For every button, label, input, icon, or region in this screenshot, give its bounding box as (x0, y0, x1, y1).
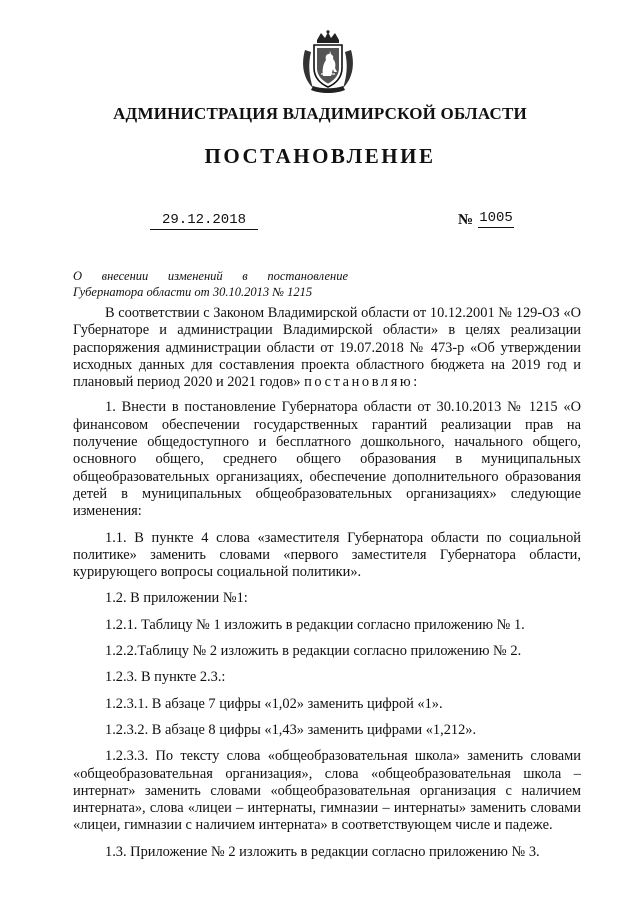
clause-1-2-3-3: 1.2.3.3. По тексту слова «общеобразовательная школа» заменить словами «общеобразовательная организация», слова «общеобразовательная школа – интернат» заменить словами «общеобразовательная организация с наличием интерната», слова «лицеи – интернаты, гимназии – интернаты» заменить словами «лицеи, гимназии с наличием интерната» в соответствующем числе и падеже. (73, 748, 581, 834)
document-number: 1005 (479, 210, 513, 226)
document-body (73, 305, 581, 870)
document-date: 29.12.2018 (150, 212, 258, 230)
preamble-text: В соответствии с Законом Владимирской области от 10.12.2001 № 129-ОЗ «О Губернаторе и администрации Владимирской области» в целях реализации распоряжения администрации области от 19.07.2018 № 473-р «Об утверждении исходных данных для составления проекта областного бюджета на 2019 год и плановый период 2020 и 2021 годов» (73, 305, 581, 391)
preamble-paragraph (73, 305, 581, 391)
clause-1-2-3-2: 1.2.3.2. В абзаце 8 цифры «1,43» заменить цифрами «1,212». (105, 721, 477, 738)
subject-line-2: Губернатора области от 30.10.2013 № 1215 (73, 285, 313, 299)
coat-of-arms-icon (299, 30, 357, 96)
number-sign: № (458, 212, 474, 228)
resolve-word: постановляю: (304, 374, 420, 391)
clause-1-2: 1.2. В приложении №1: (105, 590, 248, 607)
clause-1-2-2: 1.2.2.Таблицу № 2 изложить в редакции согласно приложению № 2. (105, 643, 522, 660)
document-subject (73, 268, 348, 300)
clause-1-2-3-1: 1.2.3.1. В абзаце 7 цифры «1,02» заменить цифрой «1». (105, 695, 443, 712)
clause-1-1: 1.1. В пункте 4 слова «заместителя Губернатора области по социальной политике» заменить словами «первого заместителя Губернатора области, курирующего вопросы социальной политики». (73, 529, 581, 581)
document-type-title: ПОСТАНОВЛЕНИЕ (204, 144, 436, 168)
subject-line-1: О внесении изменений в постановление (73, 269, 348, 283)
clause-1-3: 1.3. Приложение № 2 изложить в редакции согласно приложению № 3. (105, 843, 540, 860)
clause-1-2-1: 1.2.1. Таблицу № 1 изложить в редакции согласно приложению № 1. (105, 616, 525, 633)
clause-1-2-3: 1.2.3. В пункте 2.3.: (105, 669, 226, 686)
clause-1: 1. Внести в постановление Губернатора области от 30.10.2013 № 1215 «О финансовом обеспечении государственных гарантий реализации прав на получение общедоступного и бесплатного дошкольного, начального общего, основного общего, среднего общего образования в муниципальных общеобразовательных организациях, обеспечение дополнительного образования детей в муниципальных общеобразовательных организациях» следующие изменения: (73, 399, 581, 520)
organization-name: АДМИНИСТРАЦИЯ ВЛАДИМИРСКОЙ ОБЛАСТИ (113, 104, 527, 123)
